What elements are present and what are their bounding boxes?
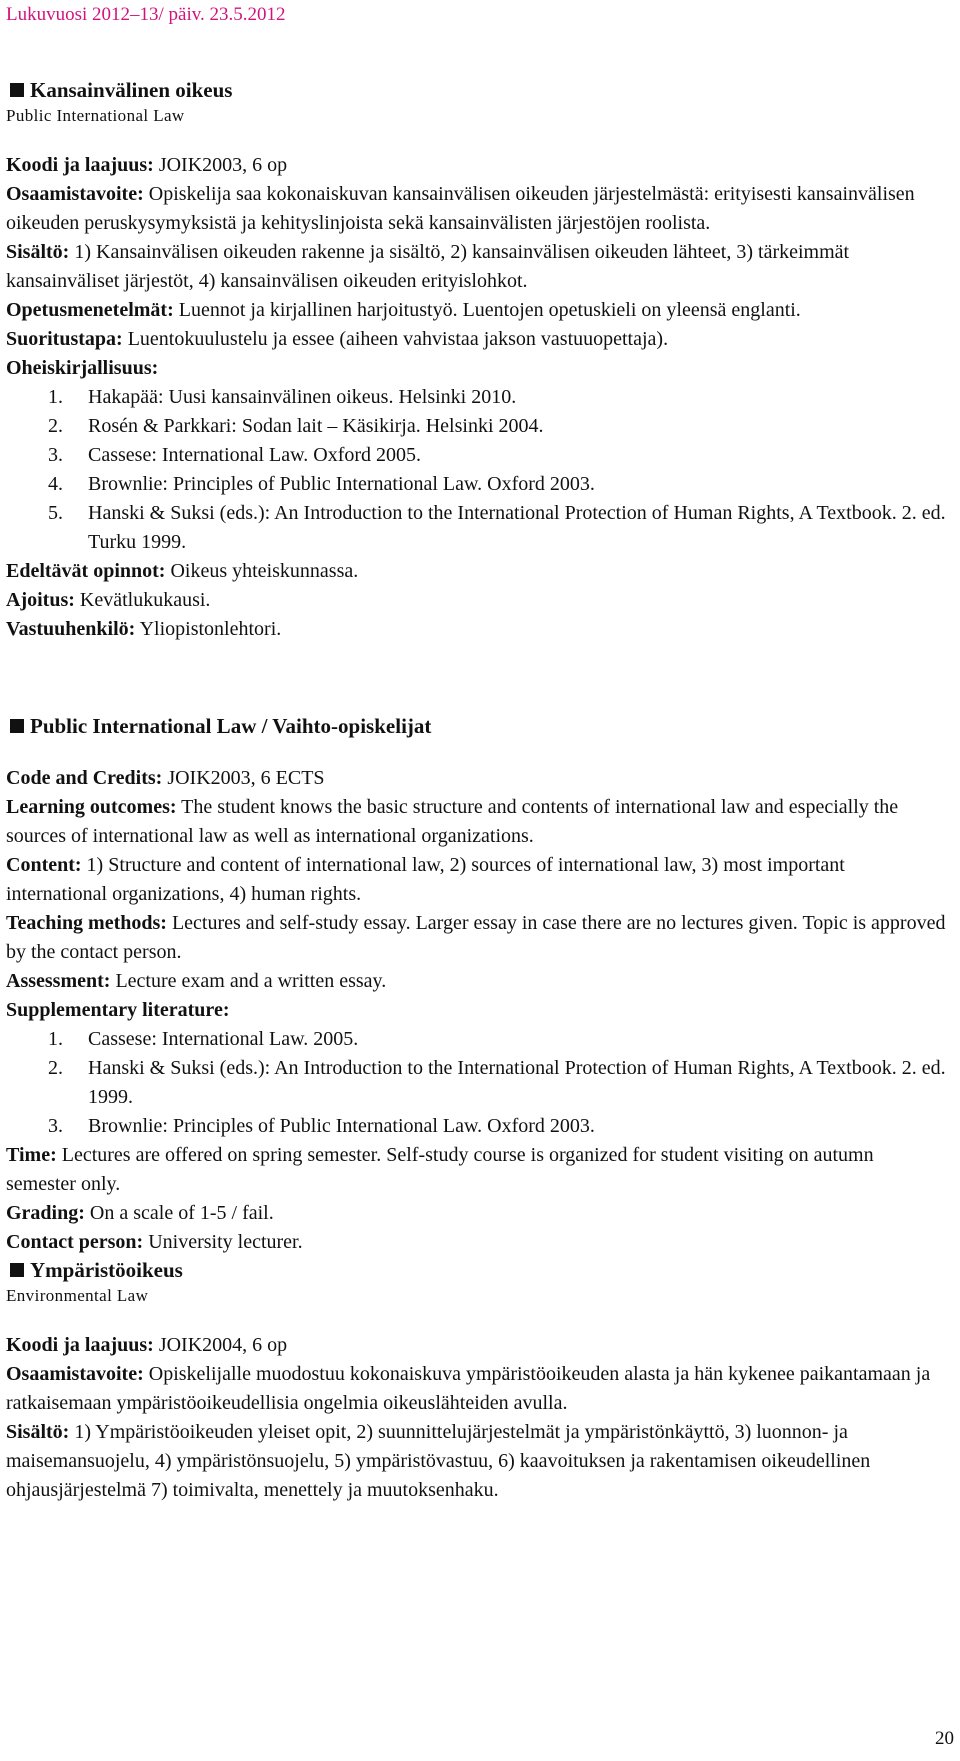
field-text: University lecturer. bbox=[143, 1231, 303, 1253]
field-text: 1) Ympäristöoikeuden yleiset opit, 2) suunnittelujärjestelmät ja ympäristönkäyttö, 3) luonnon- ja maisemansuojelu, 4) ympäristönsuojelu, 5) ympäristövastuu, 6) kaavoituksen ja rakentamisen oikeudellinen ohjausjärjestelmä 7) toimivalta, menettely ja muutoksenhaku. bbox=[6, 1421, 871, 1501]
literature-number: 2. bbox=[48, 1057, 63, 1079]
field-label: Koodi ja laajuus: bbox=[6, 1334, 154, 1356]
literature-text: Rosén & Parkkari: Sodan lait – Käsikirja. Helsinki 2004. bbox=[88, 415, 544, 437]
literature-text: Hanski & Suksi (eds.): An Introduction to the International Protection of Human Rights, A Textbook. 2. ed. Turku 1999. bbox=[88, 502, 946, 553]
literature-number: 3. bbox=[48, 1115, 63, 1137]
literature-text: Cassese: International Law. Oxford 2005. bbox=[88, 444, 422, 466]
field-text: Luennot ja kirjallinen harjoitustyö. Luentojen opetuskieli on yleensä englanti. bbox=[173, 299, 801, 321]
field-label: Osaamistavoite: bbox=[6, 1363, 144, 1385]
paragraph bbox=[6, 967, 946, 996]
section-body bbox=[6, 764, 946, 1257]
literature-item bbox=[48, 1054, 946, 1112]
paragraph bbox=[6, 909, 946, 967]
field-text: The student knows the basic structure and contents of international law and especially the sources of international law as well as international organizations. bbox=[6, 796, 899, 847]
literature-number: 1. bbox=[48, 1028, 63, 1050]
field-text: Lectures are offered on spring semester. Self-study course is organized for student visiting on autumn semester only. bbox=[6, 1144, 874, 1195]
section-title-text: Public International Law / Vaihto-opiskelijat bbox=[30, 714, 432, 738]
page-number: 20 bbox=[935, 1728, 954, 1749]
paragraph bbox=[6, 793, 946, 851]
literature-item bbox=[48, 441, 946, 470]
literature-item bbox=[48, 1025, 946, 1054]
field-label: Code and Credits: bbox=[6, 767, 163, 789]
field-label: Contact person: bbox=[6, 1231, 144, 1253]
literature-list bbox=[6, 383, 946, 557]
black-square-bullet-icon bbox=[10, 1263, 24, 1277]
literature-item bbox=[48, 499, 946, 557]
field-label: Osaamistavoite: bbox=[6, 183, 144, 205]
field-text: 1) Kansainvälisen oikeuden rakenne ja sisältö, 2) kansainvälisen oikeuden lähteet, 3) tärkeimmät kansainväliset järjestöt, 4) kansainvälisen oikeuden erityislohkot. bbox=[6, 241, 850, 292]
field-label: Learning outcomes: bbox=[6, 796, 177, 818]
field-text: On a scale of 1-5 / fail. bbox=[84, 1202, 274, 1224]
section-title bbox=[6, 76, 946, 104]
field-label: Opetusmenetelmät: bbox=[6, 299, 174, 321]
literature-text: Brownlie: Principles of Public International Law. Oxford 2003. bbox=[88, 473, 595, 495]
literature-number: 4. bbox=[48, 473, 63, 495]
course-section-international-law bbox=[6, 76, 946, 644]
running-header: Lukuvuosi 2012–13/ päiv. 23.5.2012 bbox=[6, 4, 286, 25]
paragraph bbox=[6, 296, 946, 325]
field-label: Content: bbox=[6, 854, 82, 876]
literature-number: 5. bbox=[48, 502, 63, 524]
paragraph bbox=[6, 1418, 946, 1505]
paragraph bbox=[6, 180, 946, 238]
field-label: Supplementary literature: bbox=[6, 999, 230, 1021]
literature-text: Cassese: International Law. 2005. bbox=[88, 1028, 359, 1050]
field-label: Sisältö: bbox=[6, 241, 70, 263]
paragraph bbox=[6, 1360, 946, 1418]
literature-list bbox=[6, 1025, 946, 1141]
field-label: Time: bbox=[6, 1144, 57, 1166]
field-label: Assessment: bbox=[6, 970, 111, 992]
literature-text: Hanski & Suksi (eds.): An Introduction to the International Protection of Human Rights, A Textbook. 2. ed. 1999. bbox=[88, 1057, 946, 1108]
field-label: Oheiskirjallisuus: bbox=[6, 357, 159, 379]
field-text: JOIK2003, 6 ECTS bbox=[162, 767, 325, 789]
section-subtitle: Environmental Law bbox=[6, 1286, 149, 1305]
field-text: JOIK2004, 6 op bbox=[153, 1334, 288, 1356]
field-text: Luentokuulustelu ja essee (aiheen vahvistaa jakson vastuuopettaja). bbox=[122, 328, 669, 350]
paragraph bbox=[6, 557, 946, 586]
paragraph bbox=[6, 1141, 946, 1199]
paragraph bbox=[6, 1228, 946, 1257]
field-text: JOIK2003, 6 op bbox=[153, 154, 288, 176]
course-section-public-international-law-exchange bbox=[6, 712, 946, 1257]
paragraph bbox=[6, 151, 946, 180]
literature-number: 2. bbox=[48, 415, 63, 437]
field-text: Opiskelija saa kokonaiskuvan kansainvälisen oikeuden järjestelmästä: erityisesti kansainvälisen oikeuden peruskysymyksistä ja kehityslinjoista sekä kansainvälisten järjestöjen roolista. bbox=[6, 183, 915, 234]
literature-text: Hakapää: Uusi kansainvälinen oikeus. Helsinki 2010. bbox=[88, 386, 517, 408]
black-square-bullet-icon bbox=[10, 719, 24, 733]
paragraph bbox=[6, 325, 946, 354]
field-label: Suoritustapa: bbox=[6, 328, 123, 350]
field-text: Lecture exam and a written essay. bbox=[110, 970, 387, 992]
paragraph bbox=[6, 1199, 946, 1228]
paragraph bbox=[6, 615, 946, 644]
field-label: Teaching methods: bbox=[6, 912, 167, 934]
field-text: Oikeus yhteiskunnassa. bbox=[165, 560, 359, 582]
paragraph bbox=[6, 996, 946, 1025]
literature-text: Brownlie: Principles of Public International Law. Oxford 2003. bbox=[88, 1115, 595, 1137]
course-section-environmental-law bbox=[6, 1256, 946, 1505]
paragraph bbox=[6, 586, 946, 615]
literature-item bbox=[48, 412, 946, 441]
field-label: Koodi ja laajuus: bbox=[6, 154, 154, 176]
literature-number: 3. bbox=[48, 444, 63, 466]
section-title-text: Ympäristöoikeus bbox=[30, 1258, 183, 1282]
section-body bbox=[6, 1331, 946, 1505]
literature-number: 1. bbox=[48, 386, 63, 408]
field-label: Ajoitus: bbox=[6, 589, 75, 611]
paragraph bbox=[6, 851, 946, 909]
field-text: Opiskelijalle muodostuu kokonaiskuva ympäristöoikeuden alasta ja hän kykenee paikantamaan ja ratkaisemaan ympäristöoikeudellisia ongelmia oikeuslähteiden avulla. bbox=[6, 1363, 931, 1414]
section-title bbox=[6, 1256, 946, 1284]
field-text: Yliopistonlehtori. bbox=[135, 618, 282, 640]
field-text: 1) Structure and content of international law, 2) sources of international law, 3) most important international organizations, 4) human rights. bbox=[6, 854, 845, 905]
field-text: Lectures and self-study essay. Larger essay in case there are no lectures given. Topic is approved by the contact person. bbox=[6, 912, 946, 963]
field-label: Sisältö: bbox=[6, 1421, 70, 1443]
field-text: Kevätlukukausi. bbox=[74, 589, 211, 611]
literature-item bbox=[48, 470, 946, 499]
paragraph bbox=[6, 1331, 946, 1360]
paragraph bbox=[6, 764, 946, 793]
field-label: Grading: bbox=[6, 1202, 85, 1224]
section-body bbox=[6, 151, 946, 644]
section-subtitle: Public International Law bbox=[6, 106, 185, 125]
paragraph bbox=[6, 354, 946, 383]
field-label: Edeltävät opinnot: bbox=[6, 560, 166, 582]
paragraph bbox=[6, 238, 946, 296]
section-title bbox=[6, 712, 946, 740]
literature-item bbox=[48, 383, 946, 412]
section-title-text: Kansainvälinen oikeus bbox=[30, 78, 233, 102]
field-label: Vastuuhenkilö: bbox=[6, 618, 136, 640]
literature-item bbox=[48, 1112, 946, 1141]
black-square-bullet-icon bbox=[10, 83, 24, 97]
